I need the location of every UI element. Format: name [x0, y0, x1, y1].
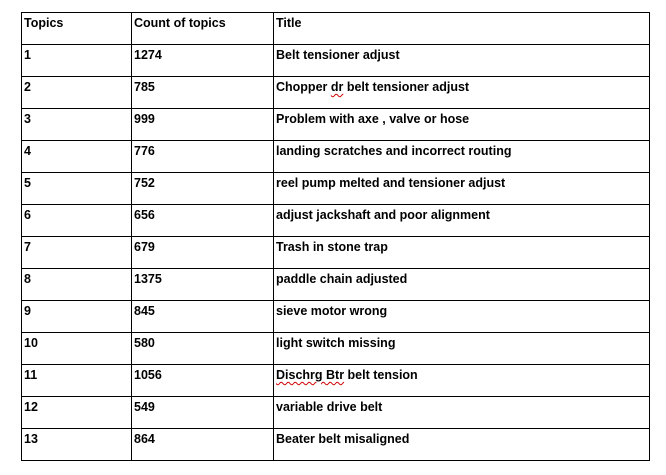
title-cell: variable drive belt: [274, 397, 650, 429]
title-cell: reel pump melted and tensioner adjust: [274, 173, 650, 205]
table-row: [22, 301, 650, 333]
table-row: [22, 45, 650, 77]
table-row: [22, 397, 650, 429]
title-cell: light switch missing: [274, 333, 650, 365]
topic-cell: 6: [22, 205, 132, 237]
table-header-row: [22, 13, 650, 45]
title-text: Chopper: [276, 80, 331, 94]
count-cell: 999: [132, 109, 274, 141]
table-row: [22, 269, 650, 301]
table-row: [22, 205, 650, 237]
topic-cell: 1: [22, 45, 132, 77]
count-cell: 864: [132, 429, 274, 461]
count-cell: 776: [132, 141, 274, 173]
topic-cell: 9: [22, 301, 132, 333]
count-cell: 752: [132, 173, 274, 205]
table-row: [22, 365, 650, 397]
topic-cell: 11: [22, 365, 132, 397]
count-cell: 1056: [132, 365, 274, 397]
header-count-of-topics: Count of topics: [132, 13, 274, 45]
title-cell: Beater belt misaligned: [274, 429, 650, 461]
title-cell: landing scratches and incorrect routing: [274, 141, 650, 173]
count-cell: 1274: [132, 45, 274, 77]
topic-cell: 4: [22, 141, 132, 173]
count-cell: 580: [132, 333, 274, 365]
table-row: [22, 173, 650, 205]
count-cell: 656: [132, 205, 274, 237]
count-cell: 785: [132, 77, 274, 109]
count-cell: 845: [132, 301, 274, 333]
title-cell: paddle chain adjusted: [274, 269, 650, 301]
header-title: Title: [274, 13, 650, 45]
title-cell: Belt tensioner adjust: [274, 45, 650, 77]
title-text: belt tensioner adjust: [343, 80, 470, 94]
topic-cell: 12: [22, 397, 132, 429]
table-row: [22, 333, 650, 365]
topic-cell: 7: [22, 237, 132, 269]
topic-cell: 10: [22, 333, 132, 365]
title-cell: sieve motor wrong: [274, 301, 650, 333]
table-row: [22, 429, 650, 461]
topic-cell: 13: [22, 429, 132, 461]
count-cell: 549: [132, 397, 274, 429]
table-row: [22, 109, 650, 141]
topic-cell: 2: [22, 77, 132, 109]
title-cell: [274, 77, 650, 109]
table-row: [22, 237, 650, 269]
topic-cell: 3: [22, 109, 132, 141]
title-cell: adjust jackshaft and poor alignment: [274, 205, 650, 237]
title-text: belt tension: [344, 368, 418, 382]
title-cell: Problem with axe , valve or hose: [274, 109, 650, 141]
title-cell: Trash in stone trap: [274, 237, 650, 269]
spellcheck-flagged-word: dr: [330, 80, 344, 94]
table-row: [22, 77, 650, 109]
topic-cell: 5: [22, 173, 132, 205]
title-cell: [274, 365, 650, 397]
spellcheck-flagged-word: Dischrg Btr: [276, 368, 345, 382]
topic-cell: 8: [22, 269, 132, 301]
count-cell: 679: [132, 237, 274, 269]
table-row: [22, 141, 650, 173]
count-cell: 1375: [132, 269, 274, 301]
topics-table: [21, 12, 650, 461]
header-topics: Topics: [22, 13, 132, 45]
